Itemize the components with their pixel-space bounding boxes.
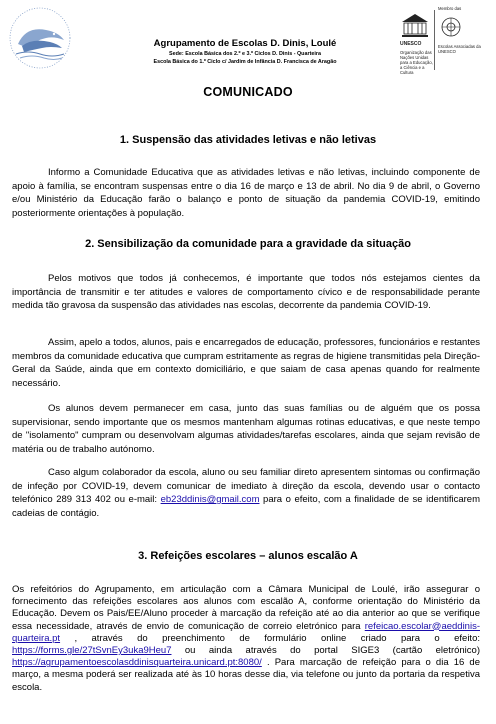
unesco-block [398, 4, 494, 74]
school-identification [80, 38, 410, 66]
section-3-text-c: ou ainda através do portal SIGE3 (cartão eletrónico) [171, 645, 480, 657]
meal-email-link[interactable]: refeicao.escolar@aeddinis-quarteira.pt [12, 620, 480, 644]
section-1-heading: 1. Suspensão das atividades letivas e não letivas [119, 134, 377, 146]
unesco-network-icon [440, 16, 462, 38]
unesco-member: Membro das [438, 6, 462, 11]
school-name: Agrupamento de Escolas D. Dinis, Loulé [153, 38, 337, 49]
section-2-heading: 2. Sensibilização da comunidade para a gravidade da situação [85, 238, 411, 250]
section-3-text-b: , através do preenchimento de formulário online criado para o efeito: [60, 632, 480, 644]
unesco-label: UNESCO [400, 41, 422, 47]
contact-email-link[interactable]: eb23ddinis@gmail.com [160, 494, 260, 505]
document-title: COMUNICADO [203, 85, 293, 99]
school-basic: Escola Básica do 1.º Ciclo c/ Jardim de Infância D. Francisca de Aragão [153, 59, 337, 65]
unesco-schools: Escolas Associadas da UNESCO [438, 44, 481, 54]
school-seat: Sede: Escola Básica dos 2.º e 3.º Ciclos D. Dinis - Quarteira [169, 51, 321, 57]
school-logo [6, 4, 74, 72]
meal-form-link[interactable]: https://forms.gle/27tSvnEy3uka9Heu7 [12, 645, 172, 657]
section-2-paragraph-4 [12, 466, 480, 520]
section-3-heading: 3. Refeições escolares – alunos escalão A [138, 550, 358, 562]
section-2-p4-text-a: Caso algum colaborador da escola, aluno ou seu familiar direto apresentem sintomas ou confirmação de infeção por COVID-19, devem comunicar de imediato à direção da escola, devendo usar o contacto telefónico 289 313 402 ou e-mail: [12, 467, 480, 505]
section-3-text-d: . Para marcação de refeição para o dia 16 de março, a mesma poderá ser realizada até às 10 horas desse dia, via telefone ou junto da portaria da respetiva escola. [12, 657, 480, 693]
letterhead [0, 0, 496, 78]
section-2-p4-text-b: para o efeito, com a finalidade de se identificarem cadeias de contágio. [12, 494, 480, 519]
section-3-text-a: Os refeitórios do Agrupamento, em articulação com a Câmara Municipal de Loulé, irão assegurar o fornecimento das refeições escolares aos alunos com escalão A, conforme orientação do Ministério da Educação. Devem os Pais/EE/Aluno proceder à marcação da refeição até ao dia anterior ao que se verifique essa necessidade, através de envio de comunicação de correio eletrónico para [12, 584, 480, 632]
unesco-org: Organização das Nações Unidas para a Educação, a Ciência e a Cultura [400, 50, 433, 75]
section-2-paragraph-2: Assim, apelo a todos, alunos, pais e encarregados de educação, professores, funcionários e restantes membros da comunidade educativa que cumpram estritamente as regras de higiene transmitidas pela Direção-Geral da Saúde, ainda que em contexto domiciliário, e que saiam de casa apenas quando for realmente necessário. [12, 337, 480, 389]
unesco-logo [400, 12, 430, 42]
section-1-paragraph: Informo a Comunidade Educativa que as atividades letivas e não letivas, incluindo componente de apoio à família, se encontram suspensas entre o dia 16 de março e 13 de abril. No dia 9 de abril, o Governo e/ou Ministério da Educação farão o balanço e ponto de situação da pandemia COVID-19, emitindo posteriormente orientações à população. [12, 167, 480, 219]
section-2-paragraph-3: Os alunos devem permanecer em casa, junto das suas famílias ou de alguém que os possa supervisionar, sendo importante que os mesmos mantenham algumas rotinas educativas, e que neste tempo de "isolamento" cumpram ou desenvolvam algumas atividades/tarefas escolares, ainda que sejam revisão de matéria ou de trabalho autónomo. [12, 403, 480, 455]
unesco-divider [434, 10, 435, 70]
section-2-paragraph-1: Pelos motivos que todos já conhecemos, é importante que todos nós estejamos cientes da importância de transmitir e ter atitudes e valores de comportamento cívico e de responsabilidade perante medida tão gravosa da suspensão das atividades nas escolas, decorrente da pandemia COVID-19. [12, 273, 480, 311]
sige3-portal-link[interactable]: https://agrupamentoescolasddinisquarteira.unicard.pt:8080/ [12, 657, 262, 669]
section-3-paragraph [12, 584, 480, 694]
